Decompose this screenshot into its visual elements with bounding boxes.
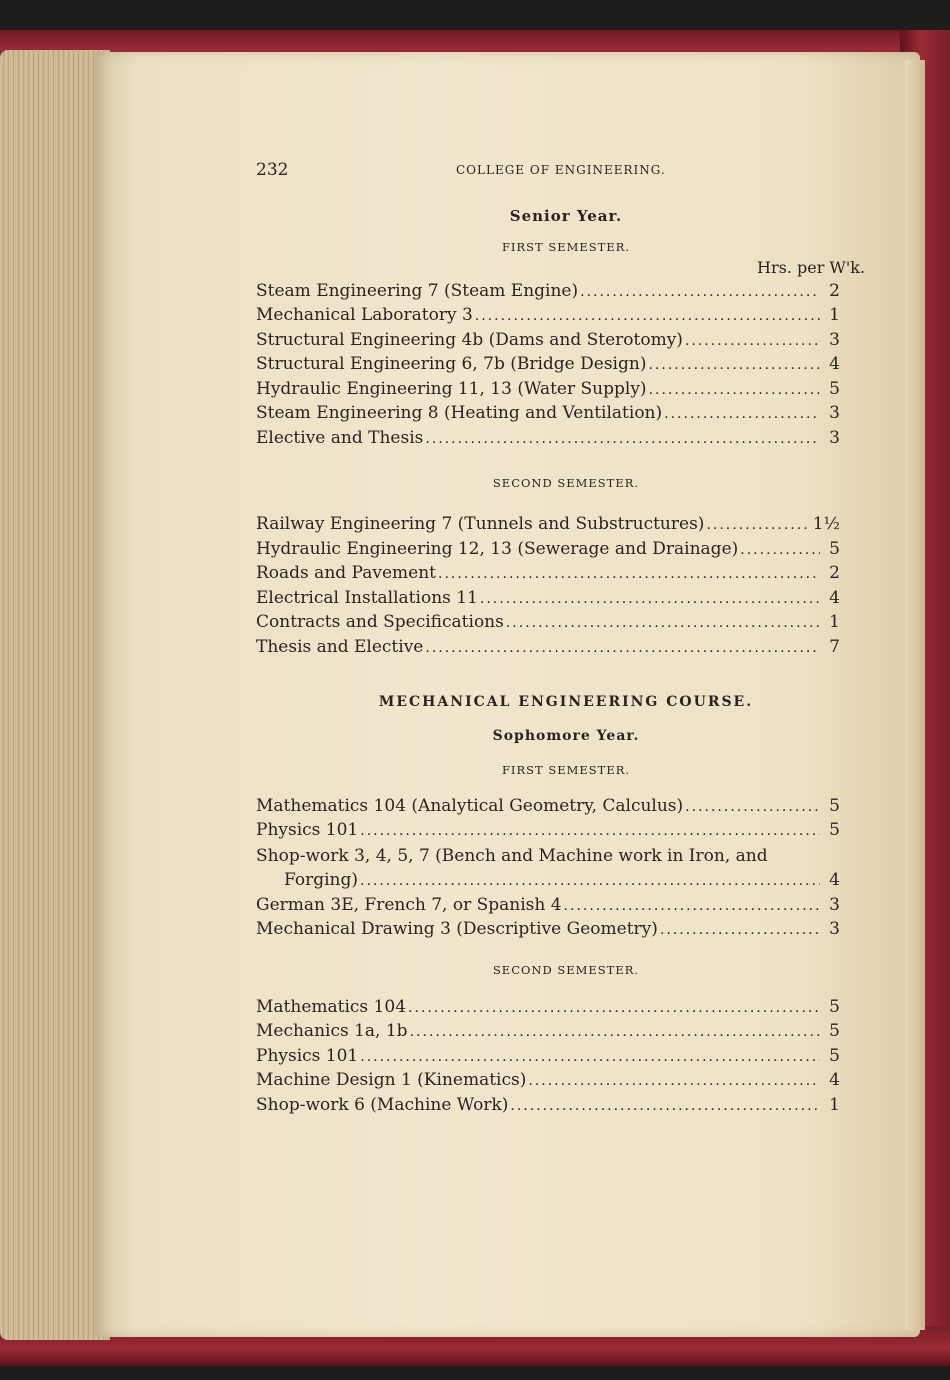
course-hours: 1 — [829, 1095, 840, 1115]
leader-dots — [528, 1073, 820, 1089]
course-name-line: Shop-work 3, 4, 5, 7 (Bench and Machine work in Iron, and — [256, 846, 768, 866]
course-name: Thesis and Elective — [256, 637, 424, 657]
leader-dots — [506, 615, 820, 631]
course-row — [256, 563, 840, 587]
course-hours: 5 — [829, 379, 840, 399]
leader-dots — [685, 333, 820, 349]
course-row — [256, 1021, 840, 1045]
course-row — [256, 997, 840, 1021]
course-hours: 3 — [829, 919, 840, 939]
course-hours: 4 — [829, 870, 840, 890]
course-name: Roads and Pavement — [256, 563, 436, 583]
course-name: Physics 101 — [256, 1046, 359, 1066]
course-row — [256, 428, 840, 452]
course-hours: 7 — [829, 637, 840, 657]
leader-dots — [425, 431, 820, 447]
leader-dots — [648, 357, 820, 373]
course-row — [256, 539, 840, 563]
leader-dots — [360, 873, 820, 889]
course-hours: 3 — [829, 330, 840, 350]
course-hours: 4 — [829, 354, 840, 374]
leader-dots — [438, 566, 820, 582]
course-name: Hydraulic Engineering 11, 13 (Water Supply) — [256, 379, 647, 399]
sophomore-second-semester-label: SECOND SEMESTER. — [492, 963, 640, 977]
page-curl — [905, 60, 925, 1330]
senior-year-title: Senior Year. — [509, 207, 623, 225]
course-name: Steam Engineering 8 (Heating and Ventilation) — [256, 403, 663, 423]
course-hours: 5 — [829, 796, 840, 816]
course-hours: 5 — [829, 539, 840, 559]
senior-second-semester-label: SECOND SEMESTER. — [492, 476, 640, 490]
course-hours: 1 — [829, 612, 840, 632]
course-name: Mechanics 1a, 1b — [256, 1021, 408, 1041]
course-row — [256, 281, 840, 305]
leader-dots — [564, 898, 820, 914]
leader-dots — [408, 1000, 820, 1016]
course-name: Structural Engineering 4b (Dams and Sterotomy) — [256, 330, 683, 350]
course-row — [256, 796, 840, 820]
leader-dots — [664, 406, 820, 422]
course-hours: 1½ — [812, 514, 840, 534]
course-row — [256, 514, 840, 538]
course-name: Mathematics 104 — [256, 997, 407, 1017]
course-name: Mechanical Laboratory 3 — [256, 305, 473, 325]
course-row — [256, 305, 840, 329]
course-row — [256, 1095, 840, 1119]
course-row — [256, 1046, 840, 1070]
course-row — [256, 330, 840, 354]
leader-dots — [660, 922, 820, 938]
course-name: Steam Engineering 7 (Steam Engine) — [256, 281, 579, 301]
page-edges — [0, 50, 110, 1340]
course-name: Hydraulic Engineering 12, 13 (Sewerage and Drainage) — [256, 539, 739, 559]
course-name: Shop-work 6 (Machine Work) — [256, 1095, 509, 1115]
leader-dots — [706, 517, 806, 533]
sophomore-first-semester-label: FIRST SEMESTER. — [501, 763, 631, 777]
leader-dots — [475, 308, 820, 324]
course-hours: 5 — [829, 1046, 840, 1066]
course-row — [256, 870, 840, 894]
running-head: COLLEGE OF ENGINEERING. — [456, 163, 666, 177]
senior-first-semester-label: FIRST SEMESTER. — [501, 240, 631, 254]
course-name: German 3E, French 7, or Spanish 4 — [256, 895, 562, 915]
course-hours: 2 — [829, 281, 840, 301]
course-row — [256, 379, 840, 403]
leader-dots — [410, 1024, 820, 1040]
course-row — [256, 637, 840, 661]
course-row — [256, 1070, 840, 1094]
course-name: Elective and Thesis — [256, 428, 424, 448]
leader-dots — [685, 799, 820, 815]
course-name: Forging) — [284, 870, 359, 890]
leader-dots — [740, 542, 820, 558]
leader-dots — [510, 1098, 820, 1114]
course-name: Physics 101 — [256, 820, 359, 840]
course-hours: 4 — [829, 588, 840, 608]
leader-dots — [360, 1049, 820, 1065]
course-hours: 5 — [829, 1021, 840, 1041]
course-hours: 3 — [829, 428, 840, 448]
hours-header: Hrs. per W'k. — [757, 258, 866, 277]
course-name: Machine Design 1 (Kinematics) — [256, 1070, 527, 1090]
leader-dots — [425, 640, 820, 656]
course-hours: 3 — [829, 895, 840, 915]
course-hours: 2 — [829, 563, 840, 583]
leader-dots — [580, 284, 820, 300]
course-hours: 5 — [829, 820, 840, 840]
leader-dots — [649, 382, 820, 398]
course-name: Railway Engineering 7 (Tunnels and Substructures) — [256, 514, 705, 534]
sophomore-year-title: Sophomore Year. — [492, 728, 640, 744]
course-row — [256, 588, 840, 612]
course-name: Contracts and Specifications — [256, 612, 504, 632]
course-hours: 4 — [829, 1070, 840, 1090]
course-row — [256, 354, 840, 378]
leader-dots — [360, 823, 820, 839]
course-row — [256, 895, 840, 919]
course-row — [256, 820, 840, 844]
course-row — [256, 612, 840, 636]
course-row — [256, 403, 840, 427]
course-hours: 1 — [829, 305, 840, 325]
course-row — [256, 919, 840, 943]
course-name: Mechanical Drawing 3 (Descriptive Geometry) — [256, 919, 658, 939]
course-name: Mathematics 104 (Analytical Geometry, Calculus) — [256, 796, 684, 816]
course-name: Structural Engineering 6, 7b (Bridge Design) — [256, 354, 647, 374]
leader-dots — [480, 591, 820, 607]
course-name: Electrical Installations 11 — [256, 588, 478, 608]
course-hours: 5 — [829, 997, 840, 1017]
mechanical-course-title: MECHANICAL ENGINEERING COURSE. — [378, 694, 754, 710]
course-hours: 3 — [829, 403, 840, 423]
page-number: 232 — [256, 160, 289, 180]
